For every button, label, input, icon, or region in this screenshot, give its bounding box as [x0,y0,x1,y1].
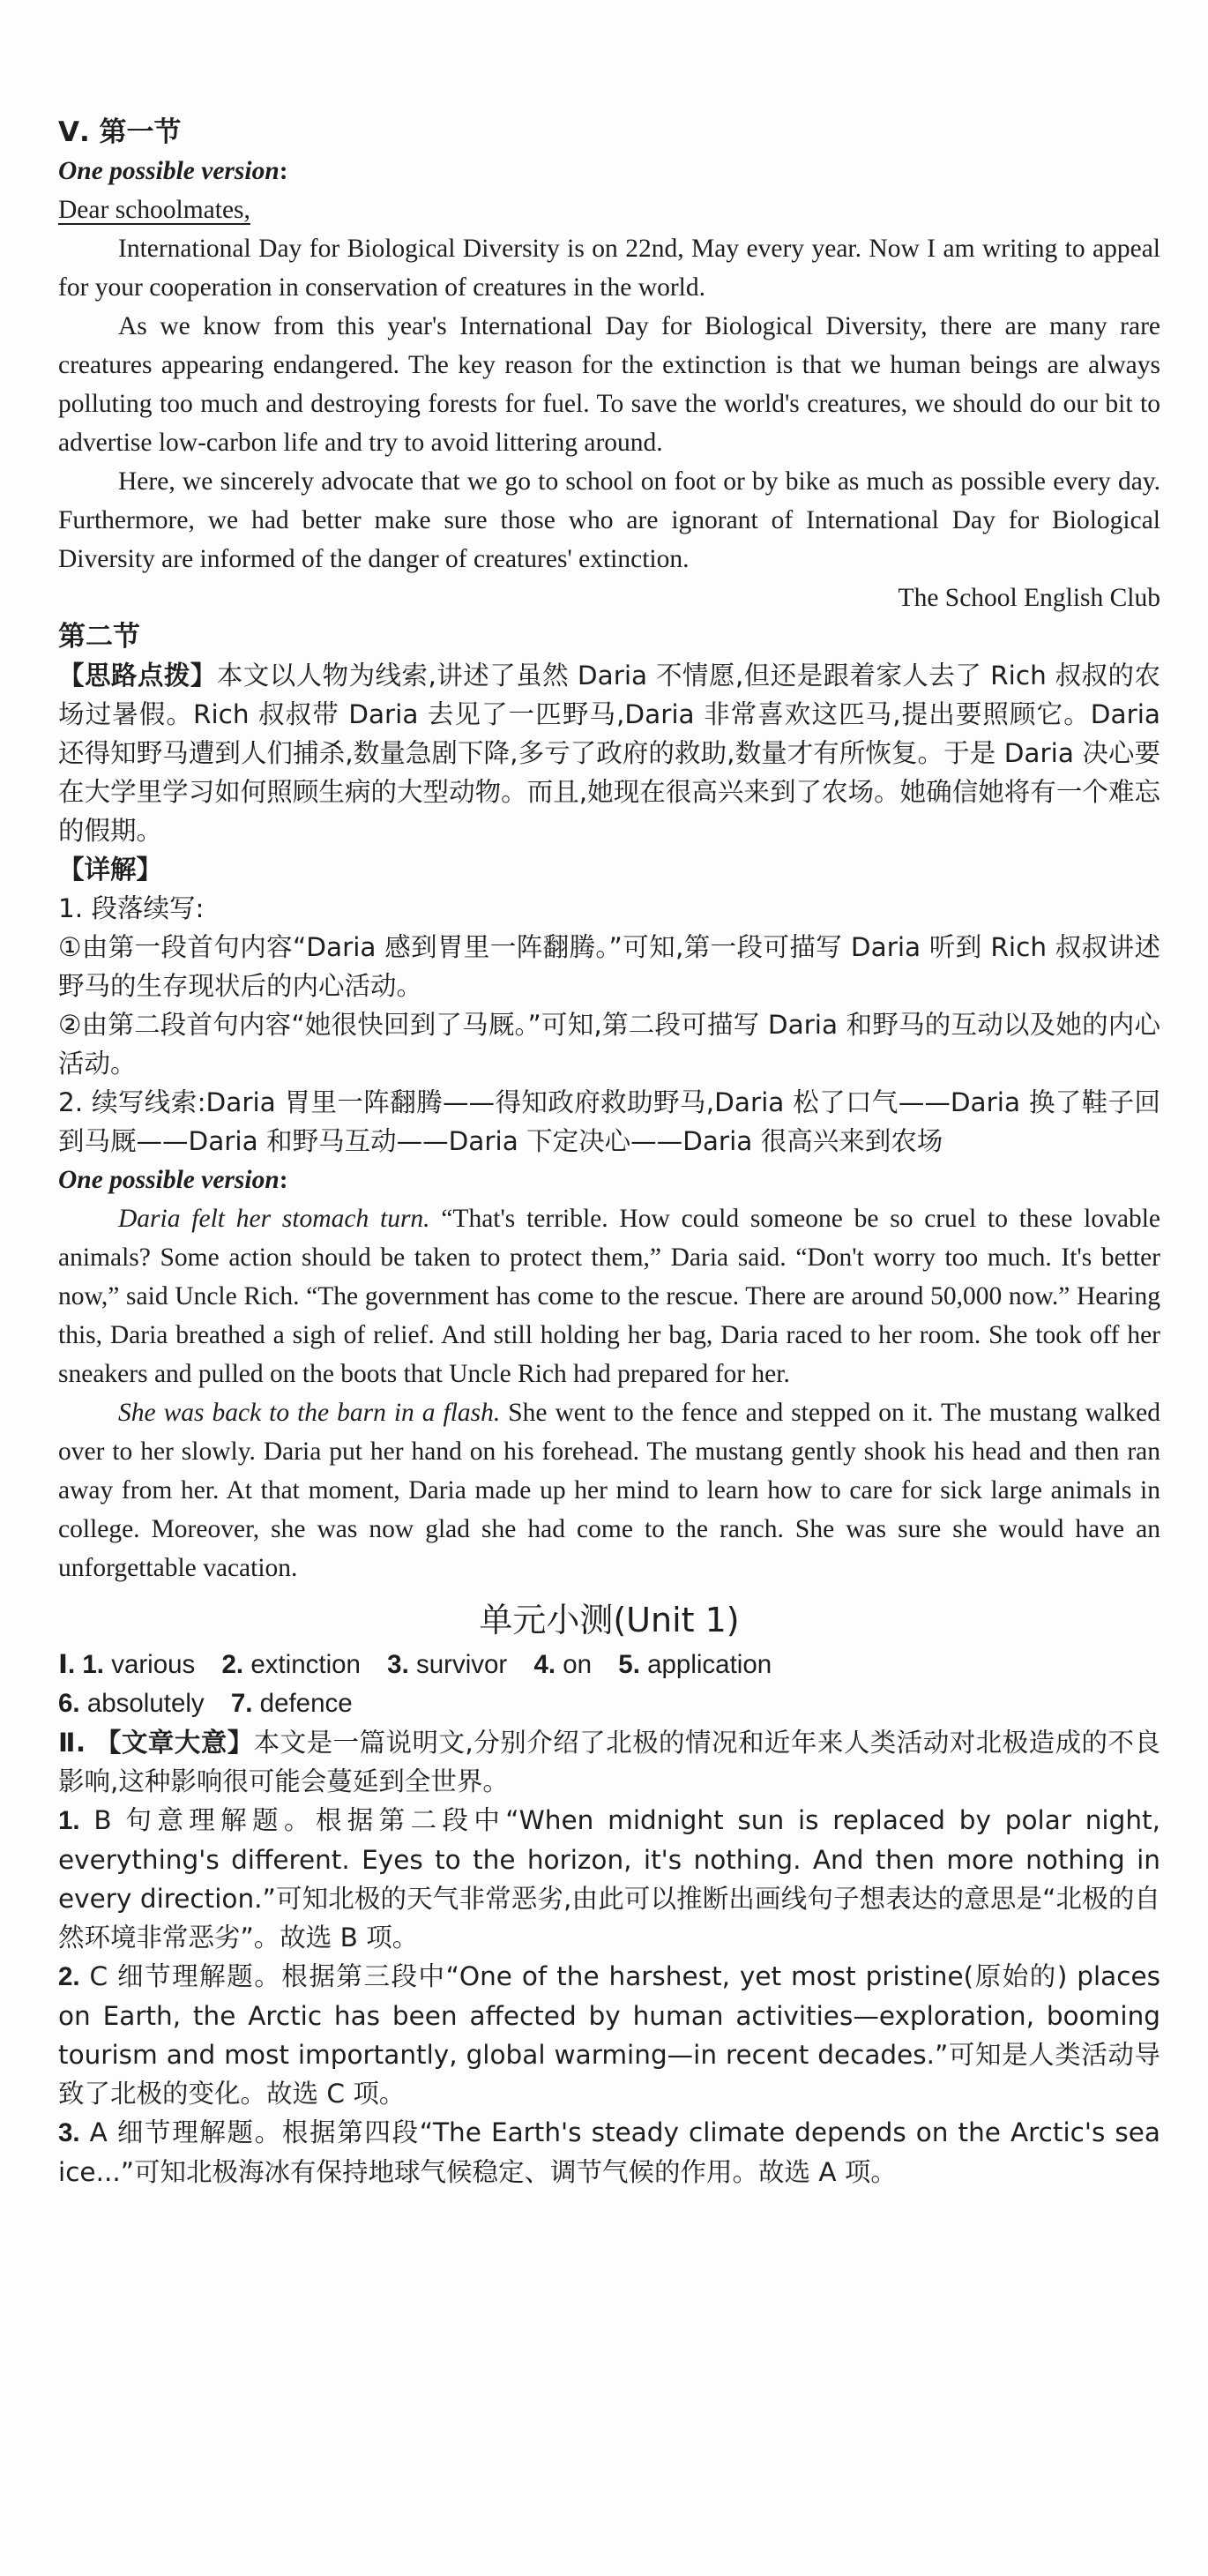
greeting-text: Dear schoolmates, [58,196,250,224]
detail-1a: ①由第一段首句内容“Daria 感到胃里一阵翻腾。”可知,第一段可描写 Daria 听到 Rich 叔叔讲述野马的生存现状后的内心活动。 [58,932,1160,1001]
answer-text: various [111,1650,196,1679]
answer-num: 6. [58,1689,80,1718]
analysis-text: B 句意理解题。根据第二段中“When midnight sun is replaced by polar night, everything's different. Eyes to the horizon, it's nothing. And then more nothing in every direction.”可知北极的天气非常恶劣,由此可以推断出画线句子想表达的意思是“北极的自然环境非常恶劣”。故选 B 项。 [58,1805,1160,1953]
answers-row-1 [58,1646,1160,1684]
version-label-1 [58,152,1160,190]
detail-1b: ②由第二段首句内容“她很快回到了马厩。”可知,第二段可描写 Daria 和野马的互动以及她的内心活动。 [58,1010,1160,1079]
story-paragraph-2 [58,1393,1160,1587]
answer-text: application [647,1650,772,1679]
letter-paragraph-2: As we know from this year's International Day for Biological Diversity, there are many rare creatures appearing endangered. The key reason for the extinction is that we human beings are always polluting too much and destroying forests for fuel. To save the world's creatures, we should do our bit to advertise low-carbon life and try to avoid littering around. [58,312,1160,457]
main-idea-tag: 【文章大意】 [94,1728,254,1758]
story-prompt-1: Daria felt her stomach turn. [118,1205,430,1233]
version-colon: : [279,1166,288,1194]
version-colon: : [279,157,288,185]
story-prompt-2: She was back to the barn in a flash. [118,1399,501,1427]
part-2-num: Ⅱ. [58,1728,95,1758]
analysis-2 [58,1957,1160,2113]
analysis-text: A 细节理解题。根据第四段“The Earth's steady climate depends on the Arctic's sea ice...”可知北极海冰有保持地球气候稳定、调节气候的作用。故选 A 项。 [58,2117,1160,2187]
analysis-text: C 细节理解题。根据第三段中“One of the harshest, yet most pristine(原始的) places on Earth, the Arctic has been affected by human activities—exploration, booming tourism and most importantly, global warming—in recent decades.”可知是人类活动导致了北极的变化。故选 C 项。 [58,1961,1160,2109]
detail-2: 2. 续写线索:Daria 胃里一阵翻腾——得知政府救助野马,Daria 松了口气——Daria 换了鞋子回到马厩——Daria 和野马互动——Daria 下定决心——Daria 很高兴来到农场 [58,1087,1160,1156]
main-idea-text: 本文是一篇说明文,分别介绍了北极的情况和近年来人类活动对北极造成的不良影响,这种影响很可能会蔓延到全世界。 [58,1728,1160,1796]
idea-text: 本文以人物为线索,讲述了虽然 Daria 不情愿,但还是跟着家人去了 Rich 叔叔的农场过暑假。Rich 叔叔带 Daria 去见了一匹野马,Daria 非常喜欢这匹马,提出要照顾它。Daria 还得知野马遭到人们捕杀,数量急剧下降,多亏了政府的救助,数量才有所恢复。于是 Daria 决心要在大学里学习如何照顾生病的大型动物。而且,她现在很高兴来到了农场。她确信她将有一个难忘的假期。 [58,661,1160,846]
answer-text: on [563,1650,593,1679]
answer-num: 2. [221,1650,244,1679]
analysis-num: 1. [58,1806,80,1835]
answer-text: absolutely [86,1689,205,1718]
answer-num: 3. [387,1650,409,1679]
idea-tag: 【思路点拨】 [58,661,217,691]
story-text-1: “That's terrible. How could someone be so cruel to these lovable animals? Some action should be taken to protect them,” Daria said. “Don't worry too much. It's better now,” said Uncle Rich. “The government has come to the rescue. There are around 50,000 now.” Hearing this, Daria breathed a sigh of relief. And still holding her bag, Daria raced to her room. She took off her sneakers and pulled on the boots that Uncle Rich had prepared for her. [58,1205,1160,1388]
analysis-num: 2. [58,1962,80,1991]
version-text: One possible version [58,157,280,185]
version-label-2 [58,1161,1160,1199]
answer-num: 7. [230,1689,253,1718]
answers-row-2 [58,1684,1160,1723]
greeting [58,190,1160,229]
idea-paragraph [58,656,1160,850]
letter-paragraph-3: Here, we sincerely advocate that we go to school on foot or by bike as much as possible every day. Furthermore, we had better make sure those who are ignorant of International Day for Biological Diversity are informed of the danger of creatures' extinction. [58,467,1160,573]
answer-num: 5. [618,1650,640,1679]
answer-num: 1. [82,1650,104,1679]
section1-title: Ⅴ. 第一节 [58,116,182,148]
answer-text: defence [259,1689,353,1718]
story-text-2: She went to the fence and stepped on it. The mustang walked over to her slowly. Daria put her hand on his forehead. The mustang gently shook his head and then ran away from her. At that moment, Daria made up her mind to learn how to care for sick large animals in college. Moreover, she was now glad she had come to the ranch. She was sure she would have an unforgettable vacation. [58,1399,1161,1582]
detail-1: 1. 段落续写: [58,893,205,923]
detail-tag: 【详解】 [58,855,163,885]
answer-num: 4. [533,1650,556,1679]
answer-text: survivor [415,1650,508,1679]
page [58,113,1160,2191]
letter-signature: The School English Club [898,584,1160,612]
version-text: One possible version [58,1166,280,1194]
letter-paragraph-1: International Day for Biological Diversity is on 22nd, May every year. Now I am writing to appeal for your cooperation in conservation of creatures in the world. [58,235,1160,302]
section2-title: 第二节 [58,621,140,653]
answer-text: extinction [250,1650,361,1679]
analysis-1 [58,1801,1160,1957]
analysis-num: 3. [58,2118,80,2147]
unit-title: 单元小测(Unit 1) [479,1601,740,1639]
analysis-3 [58,2113,1160,2191]
story-paragraph-1 [58,1199,1160,1393]
part-1-num: Ⅰ. [58,1650,83,1679]
part-2-main [58,1723,1160,1801]
